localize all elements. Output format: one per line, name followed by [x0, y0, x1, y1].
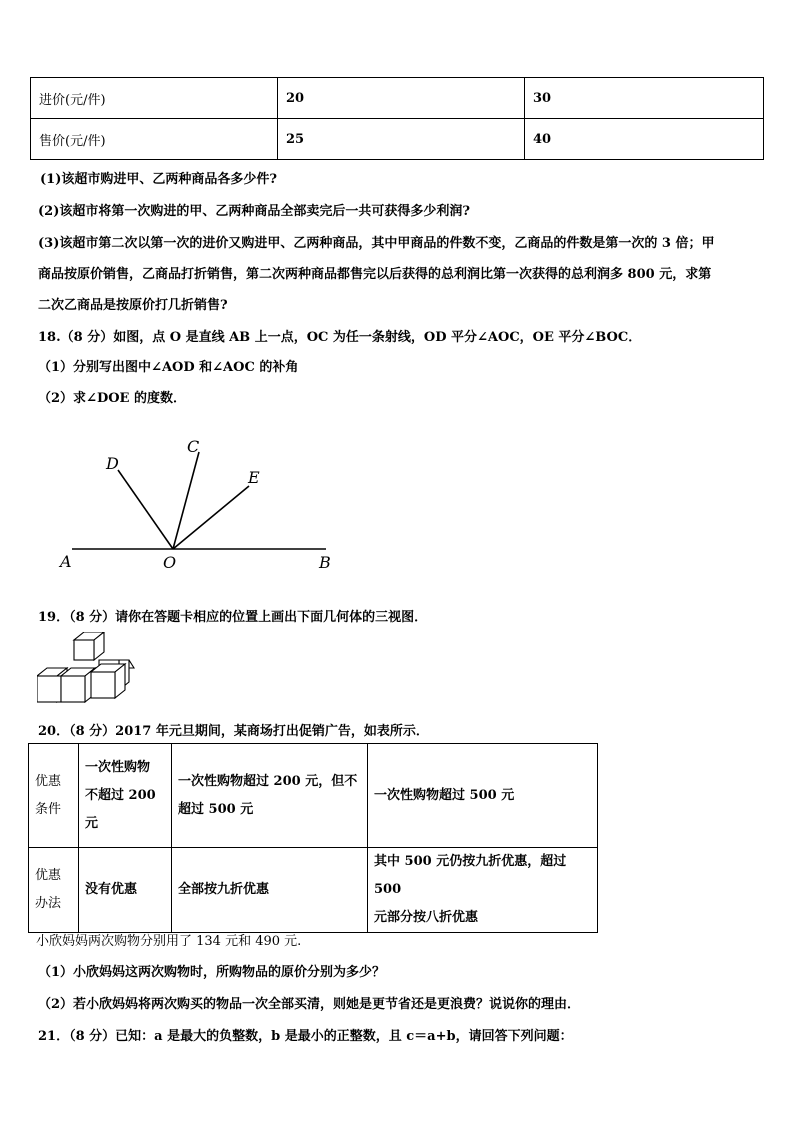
- table-row: [31, 119, 764, 160]
- q17-part3-line3: 二次乙商品是按原价打几折销售?: [38, 298, 228, 313]
- cell-line: 条件: [35, 801, 62, 817]
- cell-line: 优惠: [35, 868, 62, 883]
- label-e: E: [248, 468, 260, 487]
- table-cell: [29, 744, 79, 848]
- table-cell: 全部按九折优惠: [172, 848, 368, 933]
- price-table: [30, 77, 764, 160]
- ray-oe: [173, 486, 249, 549]
- label-d: D: [106, 454, 119, 473]
- cell-line: 其中 500 元仍按九折优惠，超过 500: [374, 854, 567, 897]
- q17-part2: (2)该超市将第一次购进的甲、乙两种商品全部卖完后一共可获得多少利润?: [38, 204, 470, 219]
- q17-part3-line1: (3)该超市第二次以第一次的进价又购进甲、乙两种商品，其中甲商品的件数不变，乙商品的件数是第一次的 3 倍；甲: [38, 236, 715, 251]
- label-b: B: [319, 553, 331, 572]
- q19-stem: 19．（8 分）请你在答题卡相应的位置上画出下面几何体的三视图．: [38, 610, 428, 625]
- q18-stem: 18.（8 分）如图，点 O 是直线 AB 上一点，OC 为任一条射线，OD 平分∠AOC，OE 平分∠BOC．: [38, 330, 642, 345]
- cube-solid-figure: [37, 632, 137, 707]
- cube-front-face: [91, 672, 115, 698]
- table-cell: [79, 744, 172, 848]
- table-cell: [29, 848, 79, 933]
- cell-line: 超过 500 元: [178, 801, 254, 817]
- table-cell: 25: [278, 119, 525, 160]
- q20-part2: （2）若小欣妈妈将两次购买的物品一次全部买清，则她是更节省还是更浪费？说说你的理由．: [38, 997, 581, 1012]
- cube-front-face: [61, 676, 85, 702]
- q20-part1: （1）小欣妈妈这两次购物时，所购物品的原价分别为多少？: [38, 965, 386, 980]
- table-cell: 40: [525, 119, 764, 160]
- table-cell: 售价(元/件): [31, 119, 278, 160]
- q20-after: 小欣妈妈两次购物分别用了 134 元和 490 元.: [36, 934, 302, 949]
- label-c: C: [187, 437, 200, 456]
- table-row: [31, 78, 764, 119]
- table-row: [29, 744, 598, 848]
- promo-table: [28, 743, 598, 933]
- ray-oc: [173, 452, 199, 549]
- q18-part2: （2）求∠DOE 的度数．: [38, 391, 186, 406]
- cube-front-face: [37, 676, 61, 702]
- cell-line: 办法: [35, 896, 62, 911]
- ray-od: [118, 470, 173, 549]
- label-a: A: [60, 552, 72, 571]
- cell-line: 一次性购物超过 200 元，但不: [178, 773, 358, 789]
- angle-figure: [50, 425, 350, 585]
- cell-line: 优惠: [35, 773, 62, 789]
- table-cell: [368, 848, 598, 933]
- cell-line: 一次性购物: [85, 759, 151, 775]
- q18-part1: （1）分别写出图中∠AOD 和∠AOC 的补角: [38, 360, 299, 375]
- cell-line: 元部分按八折优惠: [374, 910, 479, 925]
- label-o: O: [163, 553, 177, 572]
- q17-part3-line2: 商品按原价销售，乙商品打折销售，第二次两种商品都售完以后获得的总利润比第一次获得的总利润多 800 元，求第: [38, 267, 712, 282]
- table-cell: 进价(元/件): [31, 78, 278, 119]
- q20-stem: 20．（8 分）2017 年元旦期间，某商场打出促销广告，如表所示．: [38, 724, 429, 739]
- cell-line: 不超过 200: [85, 787, 156, 803]
- table-cell: 30: [525, 78, 764, 119]
- q17-part1: (1)该超市购进甲、乙两种商品各多少件?: [40, 172, 277, 187]
- table-cell: [172, 744, 368, 848]
- cube-front-face: [74, 640, 94, 660]
- table-cell: 没有优惠: [79, 848, 172, 933]
- cell-line: 元: [85, 815, 99, 831]
- table-cell: 20: [278, 78, 525, 119]
- table-cell: 一次性购物超过 500 元: [368, 744, 598, 848]
- table-row: [29, 848, 598, 933]
- q21-stem: 21．（8 分）已知：a 是最大的负整数，b 是最小的正整数，且 c＝a+b，请回答下列问题：: [38, 1029, 573, 1044]
